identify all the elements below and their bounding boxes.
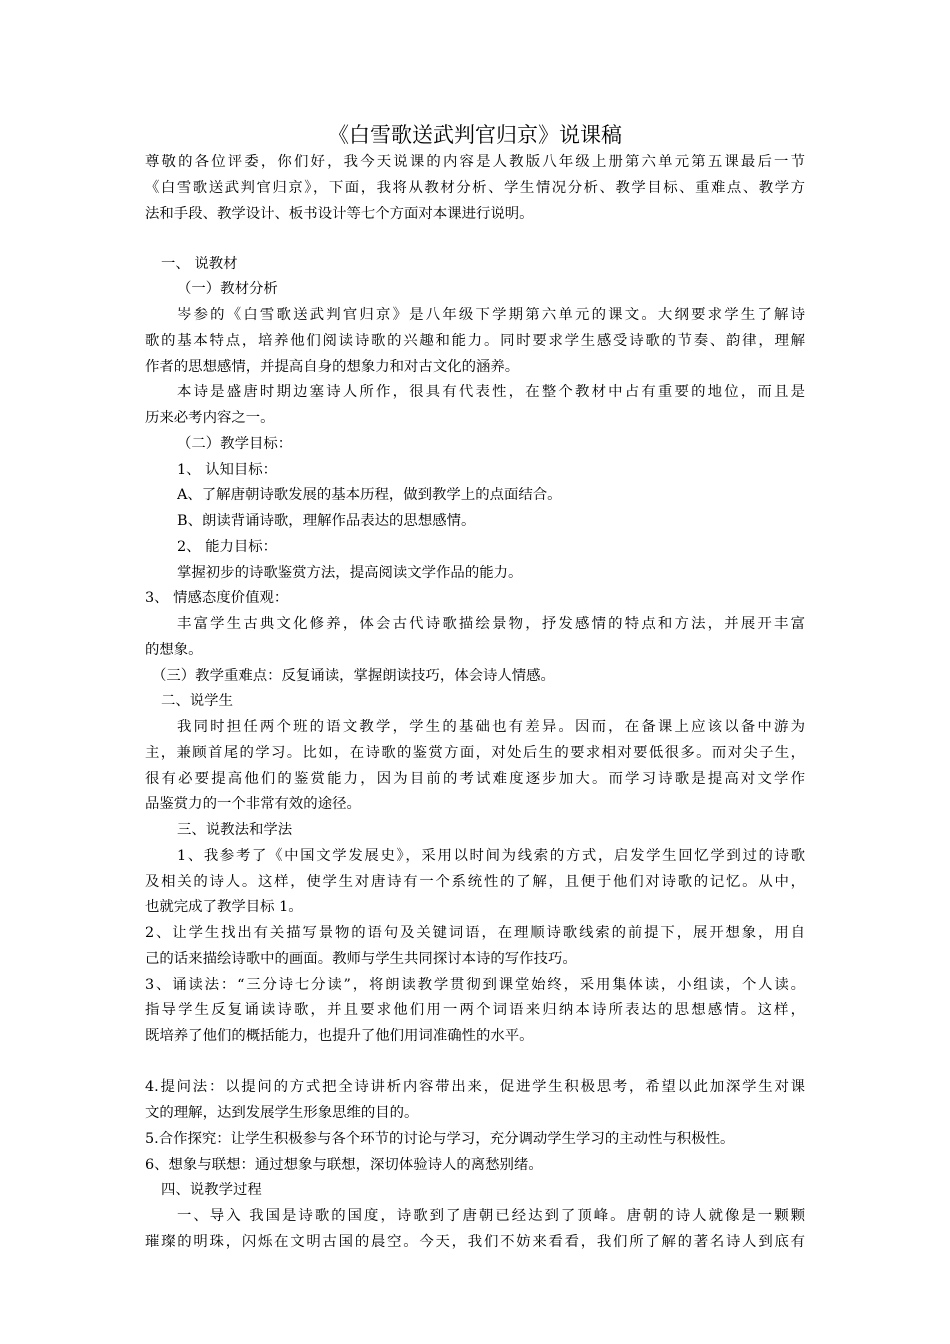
paragraph-line: 指导学生反复诵读诗歌，并且要求他们用一两个词语来归纳本诗所表达的思想感情。这样，	[145, 1002, 805, 1018]
section-heading: 三、说教法和学法	[177, 822, 293, 838]
paragraph-line: 5.合作探究：让学生积极参与各个环节的讨论与学习，充分调动学生学习的主动性与积极性。	[145, 1131, 735, 1147]
paragraph-line: 璀璨的明珠，闪烁在文明古国的晨空。今天，我们不妨来看看，我们所了解的著名诗人到底有	[145, 1234, 805, 1250]
paragraph-line: 法和手段、教学设计、板书设计等七个方面对本课进行说明。	[145, 206, 534, 222]
paragraph-line: 文的理解，达到发展学生形象思维的目的。	[145, 1105, 419, 1121]
paragraph-line: 品鉴赏力的一个非常有效的途径。	[145, 796, 361, 812]
section-heading: 一、 说教材	[161, 256, 238, 272]
paragraph-line: 也就完成了教学目标 1。	[145, 899, 303, 915]
subsection-heading: （三）教学重难点：反复诵读，掌握朗读技巧，体会诗人情感。	[152, 668, 555, 684]
paragraph-line: 掌握初步的诗歌鉴赏方法，提高阅读文学作品的能力。	[177, 565, 523, 581]
paragraph-line: 很有必要提高他们的鉴赏能力，因为目前的考试难度逐步加大。而学习诗歌是提高对文学作	[145, 771, 805, 787]
document-title: 《白雪歌送武判官归京》说课稿	[328, 123, 622, 147]
paragraph-line: 主，兼顾首尾的学习。比如，在诗歌的鉴赏方面，对处后生的要求相对要低很多。而对尖子生，	[145, 745, 805, 761]
paragraph-line: 我同时担任两个班的语文教学，学生的基础也有差异。因而，在备课上应该以备中游为	[177, 719, 805, 735]
list-item: A、了解唐朝诗歌发展的基本历程，做到教学上的点面结合。	[177, 487, 562, 503]
paragraph-line: 及相关的诗人。这样，使学生对唐诗有一个系统性的了解，且便于他们对诗歌的记忆。从中，	[145, 874, 805, 890]
paragraph-line: 1、我参考了《中国文学发展史》，采用以时间为线索的方式，启发学生回忆学到过的诗歌	[177, 848, 805, 864]
paragraph-line: 尊敬的各位评委，你们好，我今天说课的内容是人教版八年级上册第六单元第五课最后一节	[145, 154, 805, 170]
paragraph-line: 作者的思想感情，并提高自身的想象力和对古文化的涵养。	[145, 359, 520, 375]
paragraph-line: 岑参的《白雪歌送武判官归京》是八年级下学期第六单元的课文。大纲要求学生了解诗	[177, 307, 805, 323]
paragraph-line: 一、导入 我国是诗歌的国度，诗歌到了唐朝已经达到了顶峰。唐朝的诗人就像是一颗颗	[177, 1208, 805, 1224]
list-item: 1、 认知目标：	[177, 462, 278, 478]
subsection-heading: （一）教材分析	[177, 281, 278, 297]
paragraph-line: 丰富学生古典文化修养，体会古代诗歌描绘景物，抒发感情的特点和方法，并展开丰富	[177, 616, 805, 632]
section-heading: 二、说学生	[161, 693, 233, 709]
paragraph-line: 《白雪歌送武判官归京》，下面，我将从教材分析、学生情况分析、教学目标、重难点、教学方	[145, 180, 805, 196]
paragraph-line: 4.提问法：以提问的方式把全诗讲析内容带出来，促进学生积极思考，希望以此加深学生对课	[145, 1079, 805, 1095]
paragraph-line: 己的话来描绘诗歌中的画面。教师与学生共同探讨本诗的写作技巧。	[145, 951, 577, 967]
paragraph-line: 的想象。	[145, 642, 203, 658]
list-item: B、朗读背诵诗歌，理解作品表达的思想感情。	[177, 513, 476, 529]
paragraph-line: 历来必考内容之一。	[145, 410, 275, 426]
paragraph-line: 2、让学生找出有关描写景物的语句及关键词语，在理顺诗歌线索的前提下，展开想象，用自	[145, 925, 805, 941]
list-item: 2、 能力目标：	[177, 539, 278, 555]
subsection-heading: （二）教学目标：	[177, 436, 293, 452]
list-item: 3、 情感态度价值观：	[145, 590, 289, 606]
paragraph-line: 6、想象与联想：通过想象与联想，深切体验诗人的离愁别绪。	[145, 1157, 543, 1173]
paragraph-line: 3、诵读法：“三分诗七分读”，将朗读教学贯彻到课堂始终，采用集体读，小组读，个人读。	[145, 977, 805, 993]
section-heading: 四、说教学过程	[161, 1182, 262, 1198]
paragraph-line: 既培养了他们的概括能力，也提升了他们用词准确性的水平。	[145, 1028, 534, 1044]
paragraph-line: 歌的基本特点，培养他们阅读诗歌的兴趣和能力。同时要求学生感受诗歌的节奏、韵律，理解	[145, 333, 805, 349]
paragraph-line: 本诗是盛唐时期边塞诗人所作，很具有代表性，在整个教材中占有重要的地位，而且是	[177, 384, 805, 400]
